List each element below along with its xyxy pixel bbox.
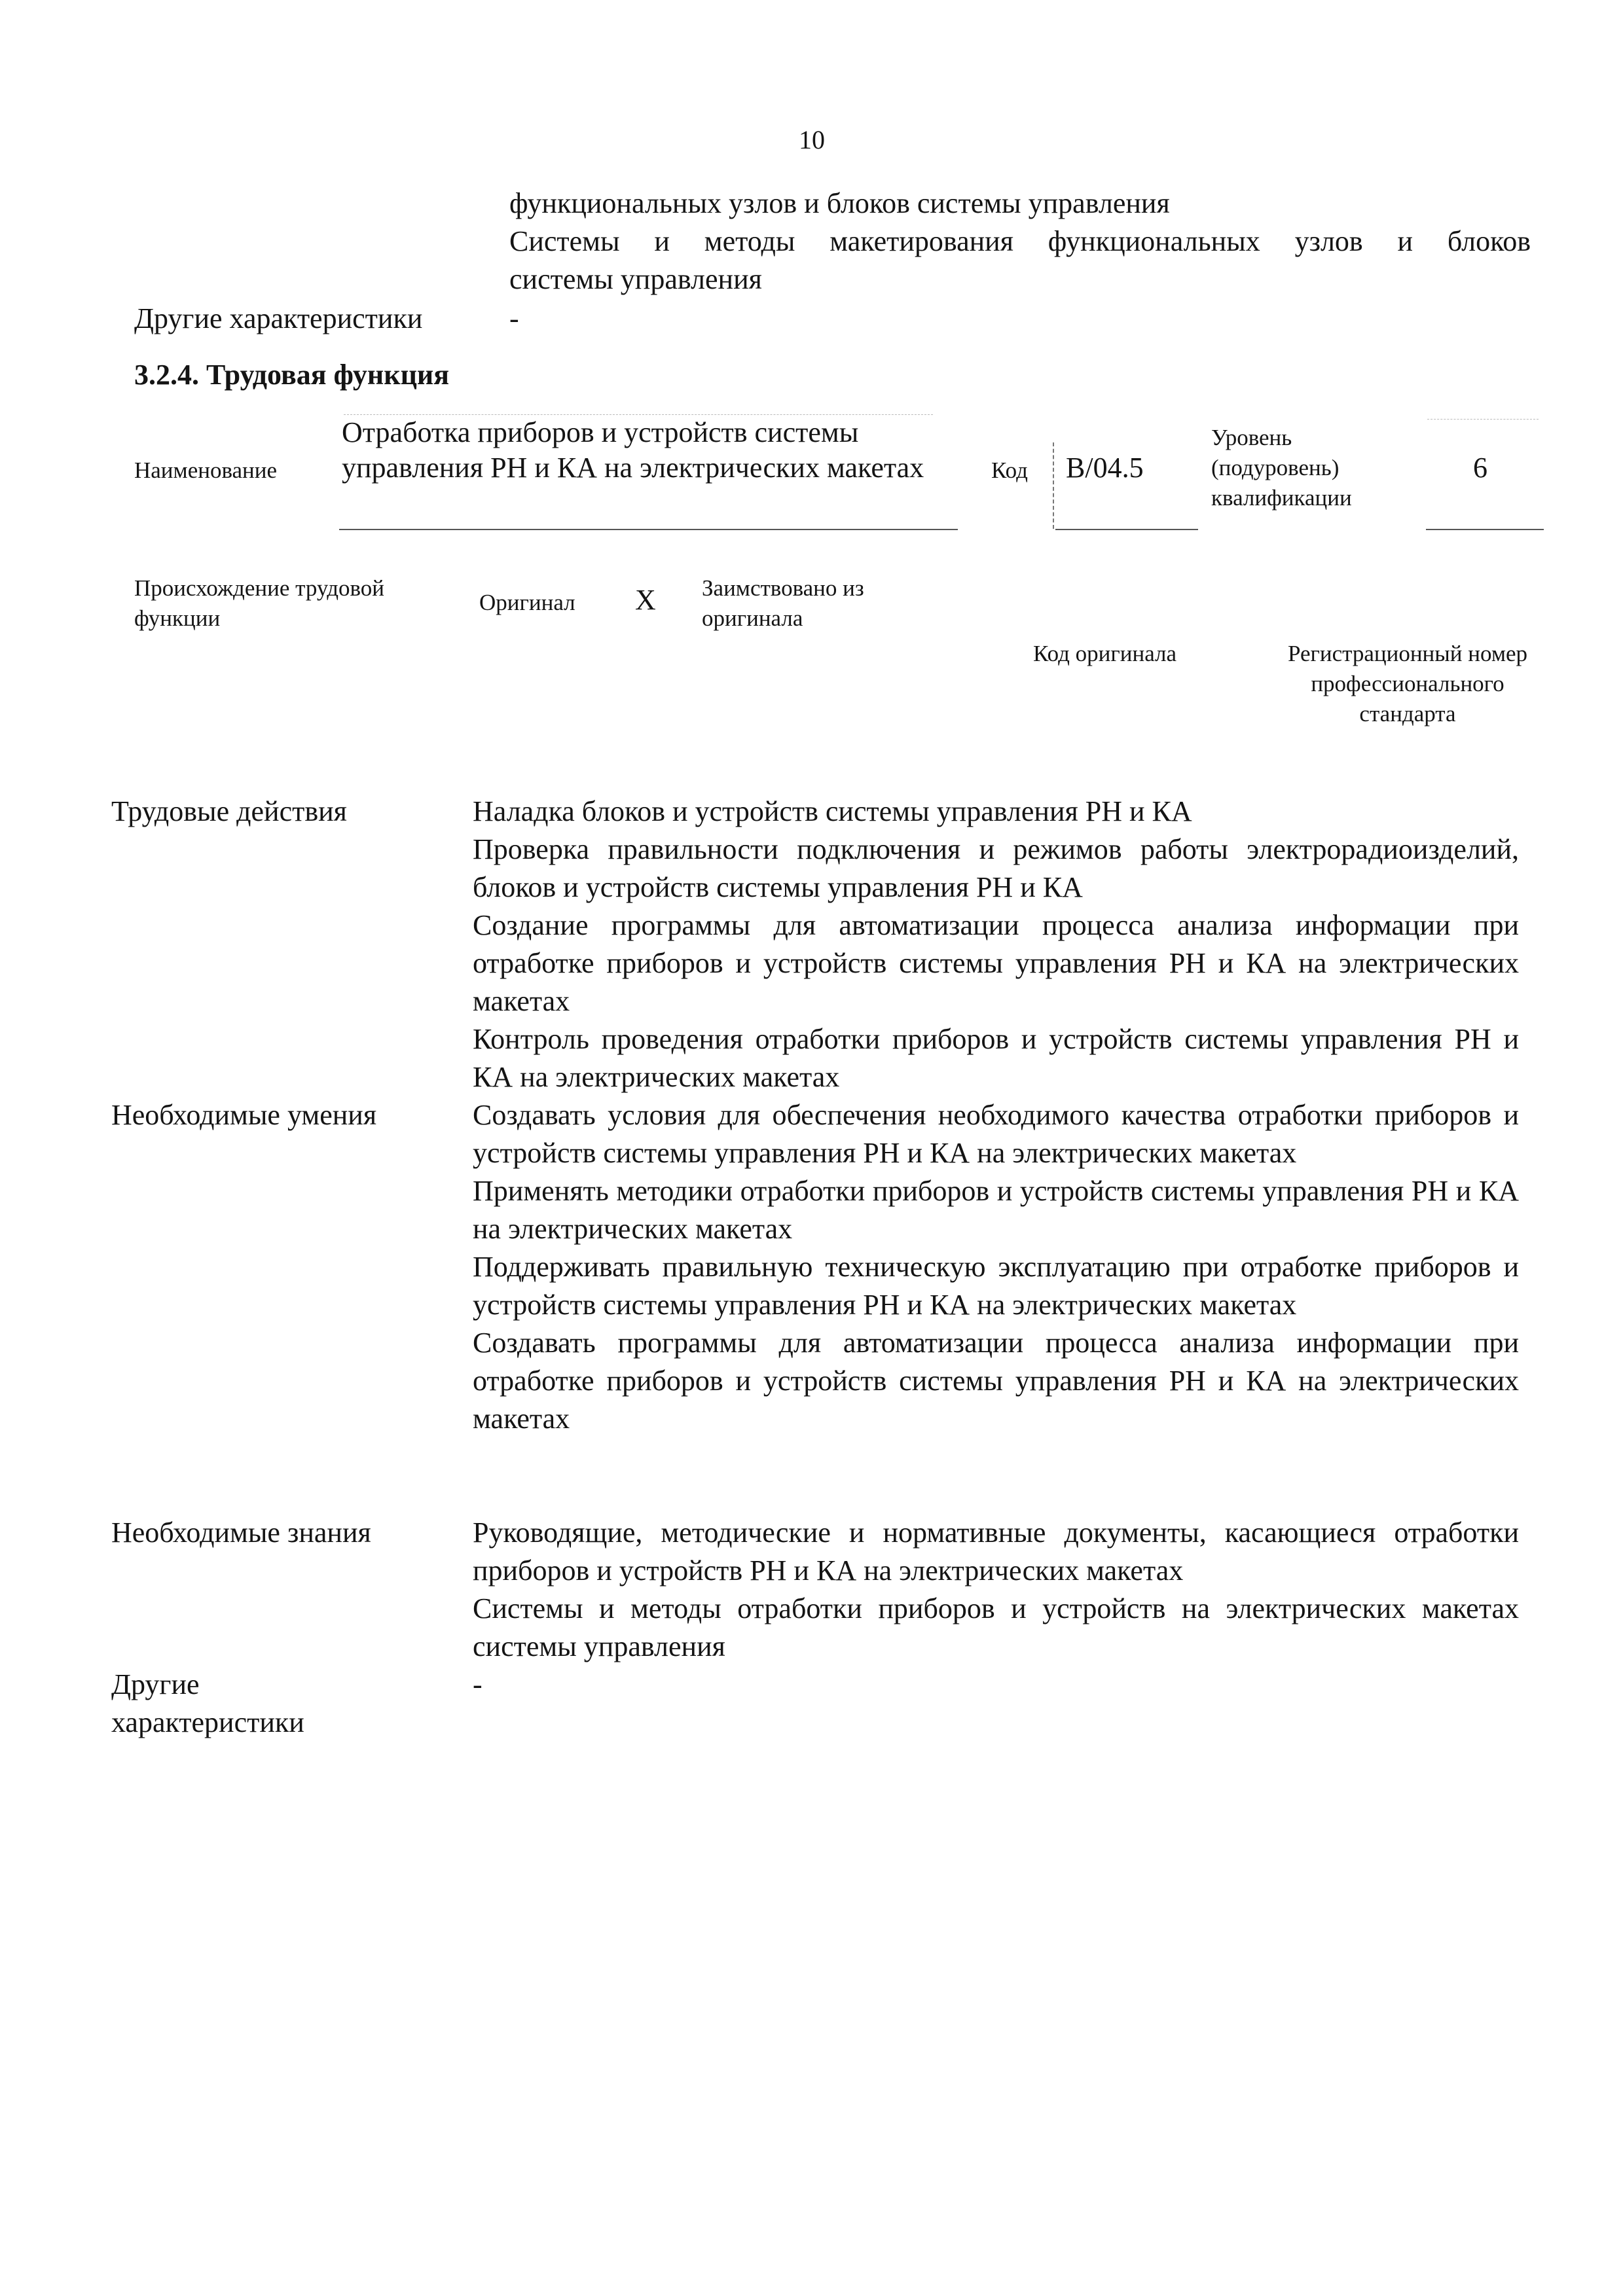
list-item: Наладка блоков и устройств системы управления РН и КА <box>473 795 1192 827</box>
origin-label: Происхождение трудовой функции <box>134 575 385 631</box>
list-item: Поддерживать правильную техническую эксплуатацию при отработке приборов и устройств системы управления РН и КА на электрических макетах <box>473 1251 1519 1321</box>
list-item: Системы и методы отработки приборов и устройств на электрических макетах системы управления <box>473 1592 1519 1662</box>
divider <box>1055 529 1198 530</box>
code-label: Код <box>991 457 1028 483</box>
section-content <box>473 793 1519 1096</box>
section-value: - <box>473 1668 483 1700</box>
borrowed-label: Заимствовано из оригинала <box>702 575 864 631</box>
name-label: Наименование <box>134 457 278 483</box>
divider <box>1426 529 1544 530</box>
page-number: 10 <box>799 125 825 154</box>
divider <box>1427 419 1539 420</box>
function-name: Отработка приборов и устройств системы управления РН и КА на электрических макетах <box>342 416 924 484</box>
list-item: Проверка правильности подключения и режимов работы электрорадиоизделий, блоков и устройств системы управления РН и КА <box>473 833 1519 903</box>
section-content <box>473 1666 1519 1704</box>
list-item: Создание программы для автоматизации процесса анализа информации при отработке приборов и устройств системы управления РН и КА на электрических макетах <box>473 909 1519 1017</box>
section-label: Необходимые умения <box>111 1099 377 1131</box>
qualification-level-label: Уровень (подуровень) квалификации <box>1211 425 1352 511</box>
continuation-line: системы управления <box>509 263 762 295</box>
other-characteristics-label: Другие характеристики <box>134 302 423 334</box>
registration-number-label: Регистрационный номер профессионального стандарта <box>1287 641 1528 726</box>
section-label: Другие характеристики <box>111 1668 304 1738</box>
list-item: Руководящие, методические и нормативные документы, касающиеся отработки приборов и устройств РН и КА на электрических макетах <box>473 1516 1519 1587</box>
previous-section-continuation <box>509 185 1531 298</box>
original-label: Оригинал <box>479 590 575 615</box>
continuation-line: Системы и методы макетирования функциональных узлов и блоков <box>509 225 1531 257</box>
list-item: Создавать условия для обеспечения необходимого качества отработки приборов и устройств системы управления РН и КА на электрических макетах <box>473 1099 1519 1169</box>
original-code-label: Код оригинала <box>1033 641 1177 666</box>
section-label: Необходимые знания <box>111 1516 371 1549</box>
qualification-level-value: 6 <box>1473 452 1487 484</box>
original-mark: X <box>635 584 656 616</box>
section-content <box>473 1096 1519 1438</box>
section-content <box>473 1514 1519 1666</box>
list-item: Создавать программы для автоматизации процесса анализа информации при отработке приборов и устройств системы управления РН и КА на электрических макетах <box>473 1327 1519 1435</box>
section-label: Трудовые действия <box>111 795 347 827</box>
continuation-line: функциональных узлов и блоков системы управления <box>509 187 1170 219</box>
divider <box>339 529 958 530</box>
section-heading: 3.2.4. Трудовая функция <box>134 359 450 391</box>
list-item: Контроль проведения отработки приборов и устройств системы управления РН и КА на электрических макетах <box>473 1023 1519 1093</box>
function-code: B/04.5 <box>1066 452 1144 484</box>
other-characteristics-value: - <box>509 302 519 334</box>
divider <box>1053 442 1054 529</box>
list-item: Применять методики отработки приборов и устройств системы управления РН и КА на электрических макетах <box>473 1175 1519 1245</box>
